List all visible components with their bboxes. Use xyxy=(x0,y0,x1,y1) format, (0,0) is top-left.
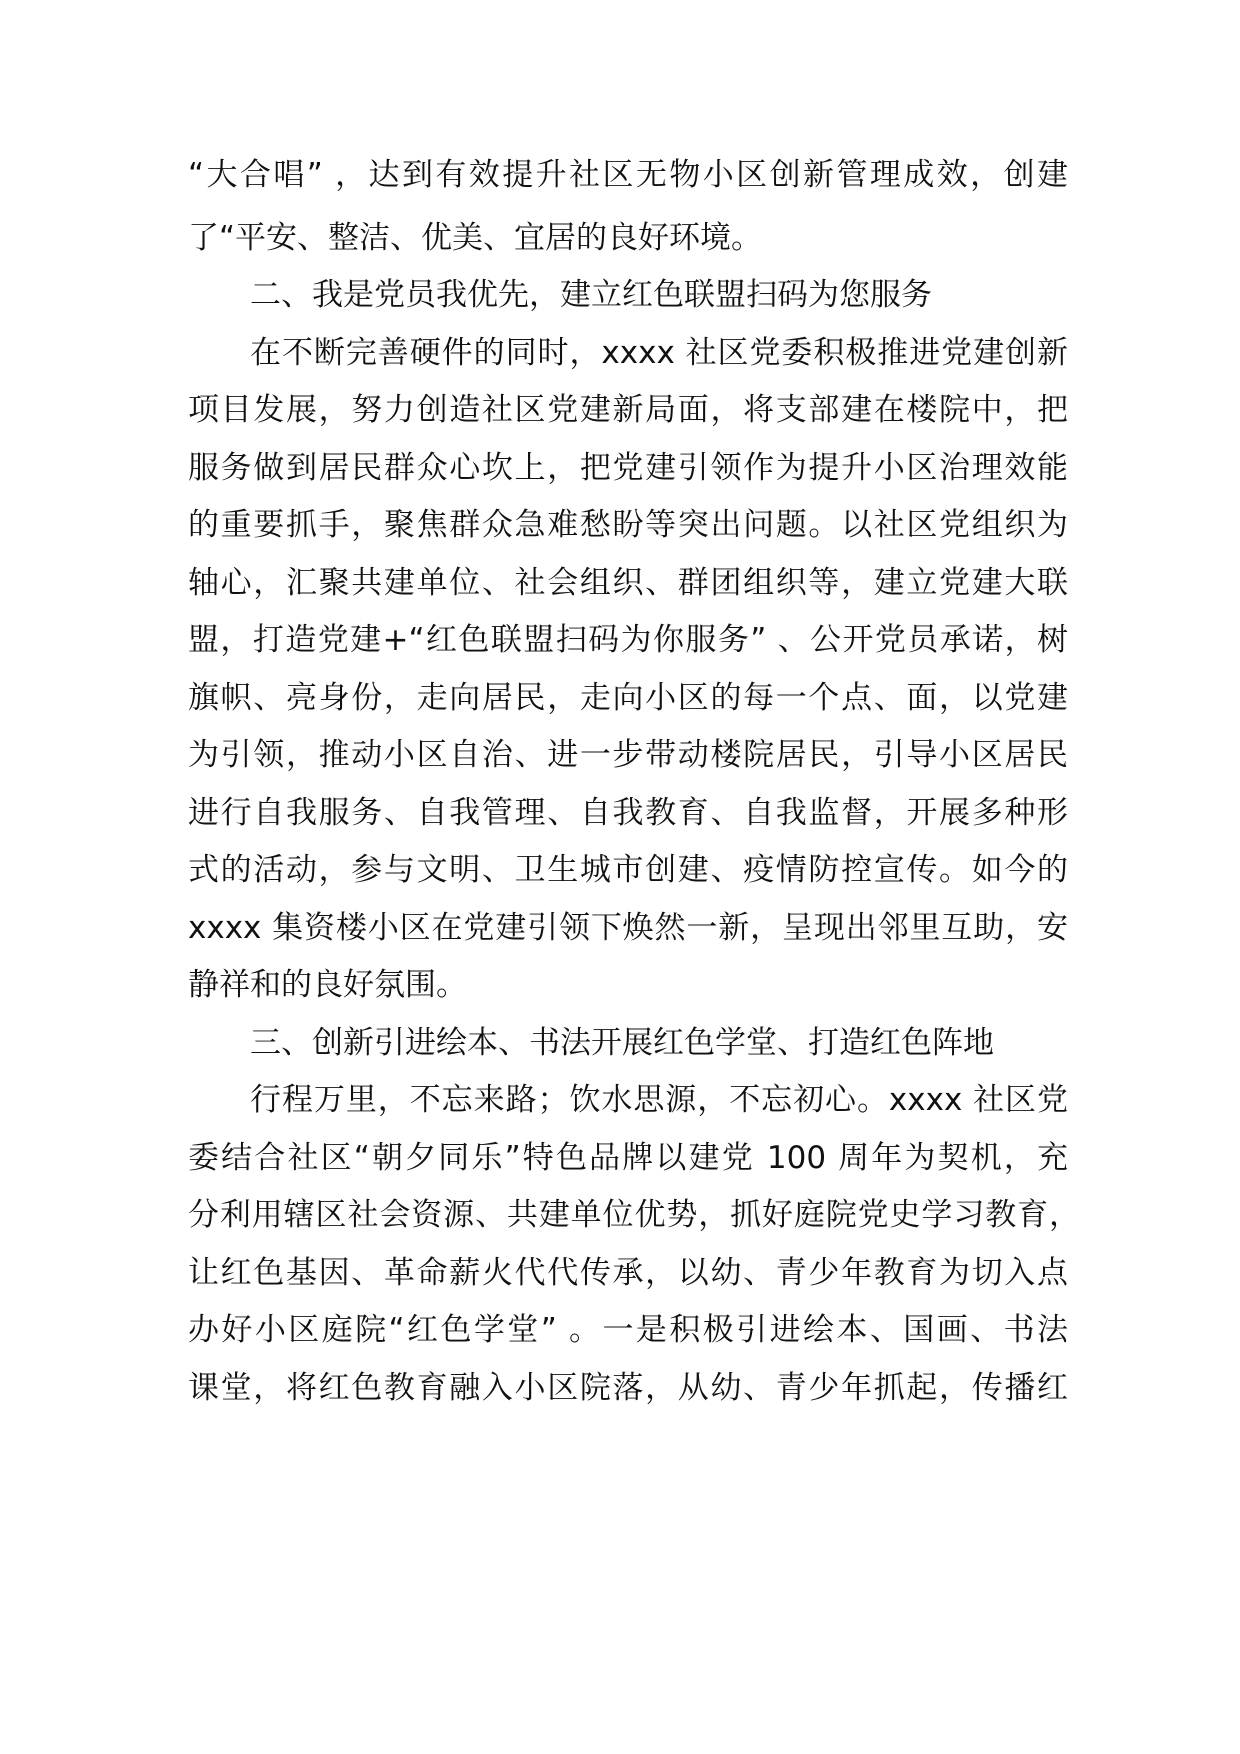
text-line: 静祥和的良好氛围。 xyxy=(188,967,467,1003)
text-line: xxxx 集资楼小区在党建引领下焕然一新，呈现出邻里互助，安 xyxy=(188,910,1068,946)
text-line: 式的活动，参与文明、卫生城市创建、疫情防控宣传。如今的 xyxy=(188,852,1068,888)
text-line: 了“平安、整洁、优美、宜居的良好环境。 xyxy=(188,220,763,256)
text-line: 行程万里，不忘来路；饮水思源，不忘初心。xxxx 社区党 xyxy=(250,1082,1068,1118)
text-line: 课堂，将红色教育融入小区院落，从幼、青少年抓起，传播红 xyxy=(188,1370,1068,1406)
text-line: 项目发展，努力创造社区党建新局面，将支部建在楼院中，把 xyxy=(188,392,1068,428)
text-line: 轴心，汇聚共建单位、社会组织、群团组织等，建立党建大联 xyxy=(188,565,1068,601)
section-heading: 三、创新引进绘本、书法开展红色学堂、打造红色阵地 xyxy=(250,1025,994,1061)
text-line: 的重要抓手，聚焦群众急难愁盼等突出问题。以社区党组织为 xyxy=(188,507,1068,543)
text-line: 为引领，推动小区自治、进一步带动楼院居民，引导小区居民 xyxy=(188,737,1068,773)
text-line: 委结合社区“朝夕同乐”特色品牌以建党 100 周年为契机，充 xyxy=(188,1140,1068,1176)
text-line: 让红色基因、革命薪火代代传承，以幼、青少年教育为切入点 xyxy=(188,1255,1068,1291)
text-line: 在不断完善硬件的同时，xxxx 社区党委积极推进党建创新 xyxy=(250,335,1068,371)
text-line: 进行自我服务、自我管理、自我教育、自我监督，开展多种形 xyxy=(188,795,1068,831)
text-line: 办好小区庭院“红色学堂” 。一是积极引进绘本、国画、书法 xyxy=(188,1312,1068,1348)
text-line: 分利用辖区社会资源、共建单位优势，抓好庭院党史学习教育， xyxy=(188,1197,1080,1233)
text-line: 旗帜、亮身份，走向居民，走向小区的每一个点、面，以党建 xyxy=(188,680,1068,716)
text-line: 服务做到居民群众心坎上，把党建引领作为提升小区治理效能 xyxy=(188,450,1068,486)
text-line: 盟，打造党建+“红色联盟扫码为你服务” 、公开党员承诺，树 xyxy=(188,622,1068,658)
section-heading: 二、我是党员我优先，建立红色联盟扫码为您服务 xyxy=(250,277,932,313)
text-line: “大合唱” ，达到有效提升社区无物小区创新管理成效，创建 xyxy=(188,157,1068,193)
